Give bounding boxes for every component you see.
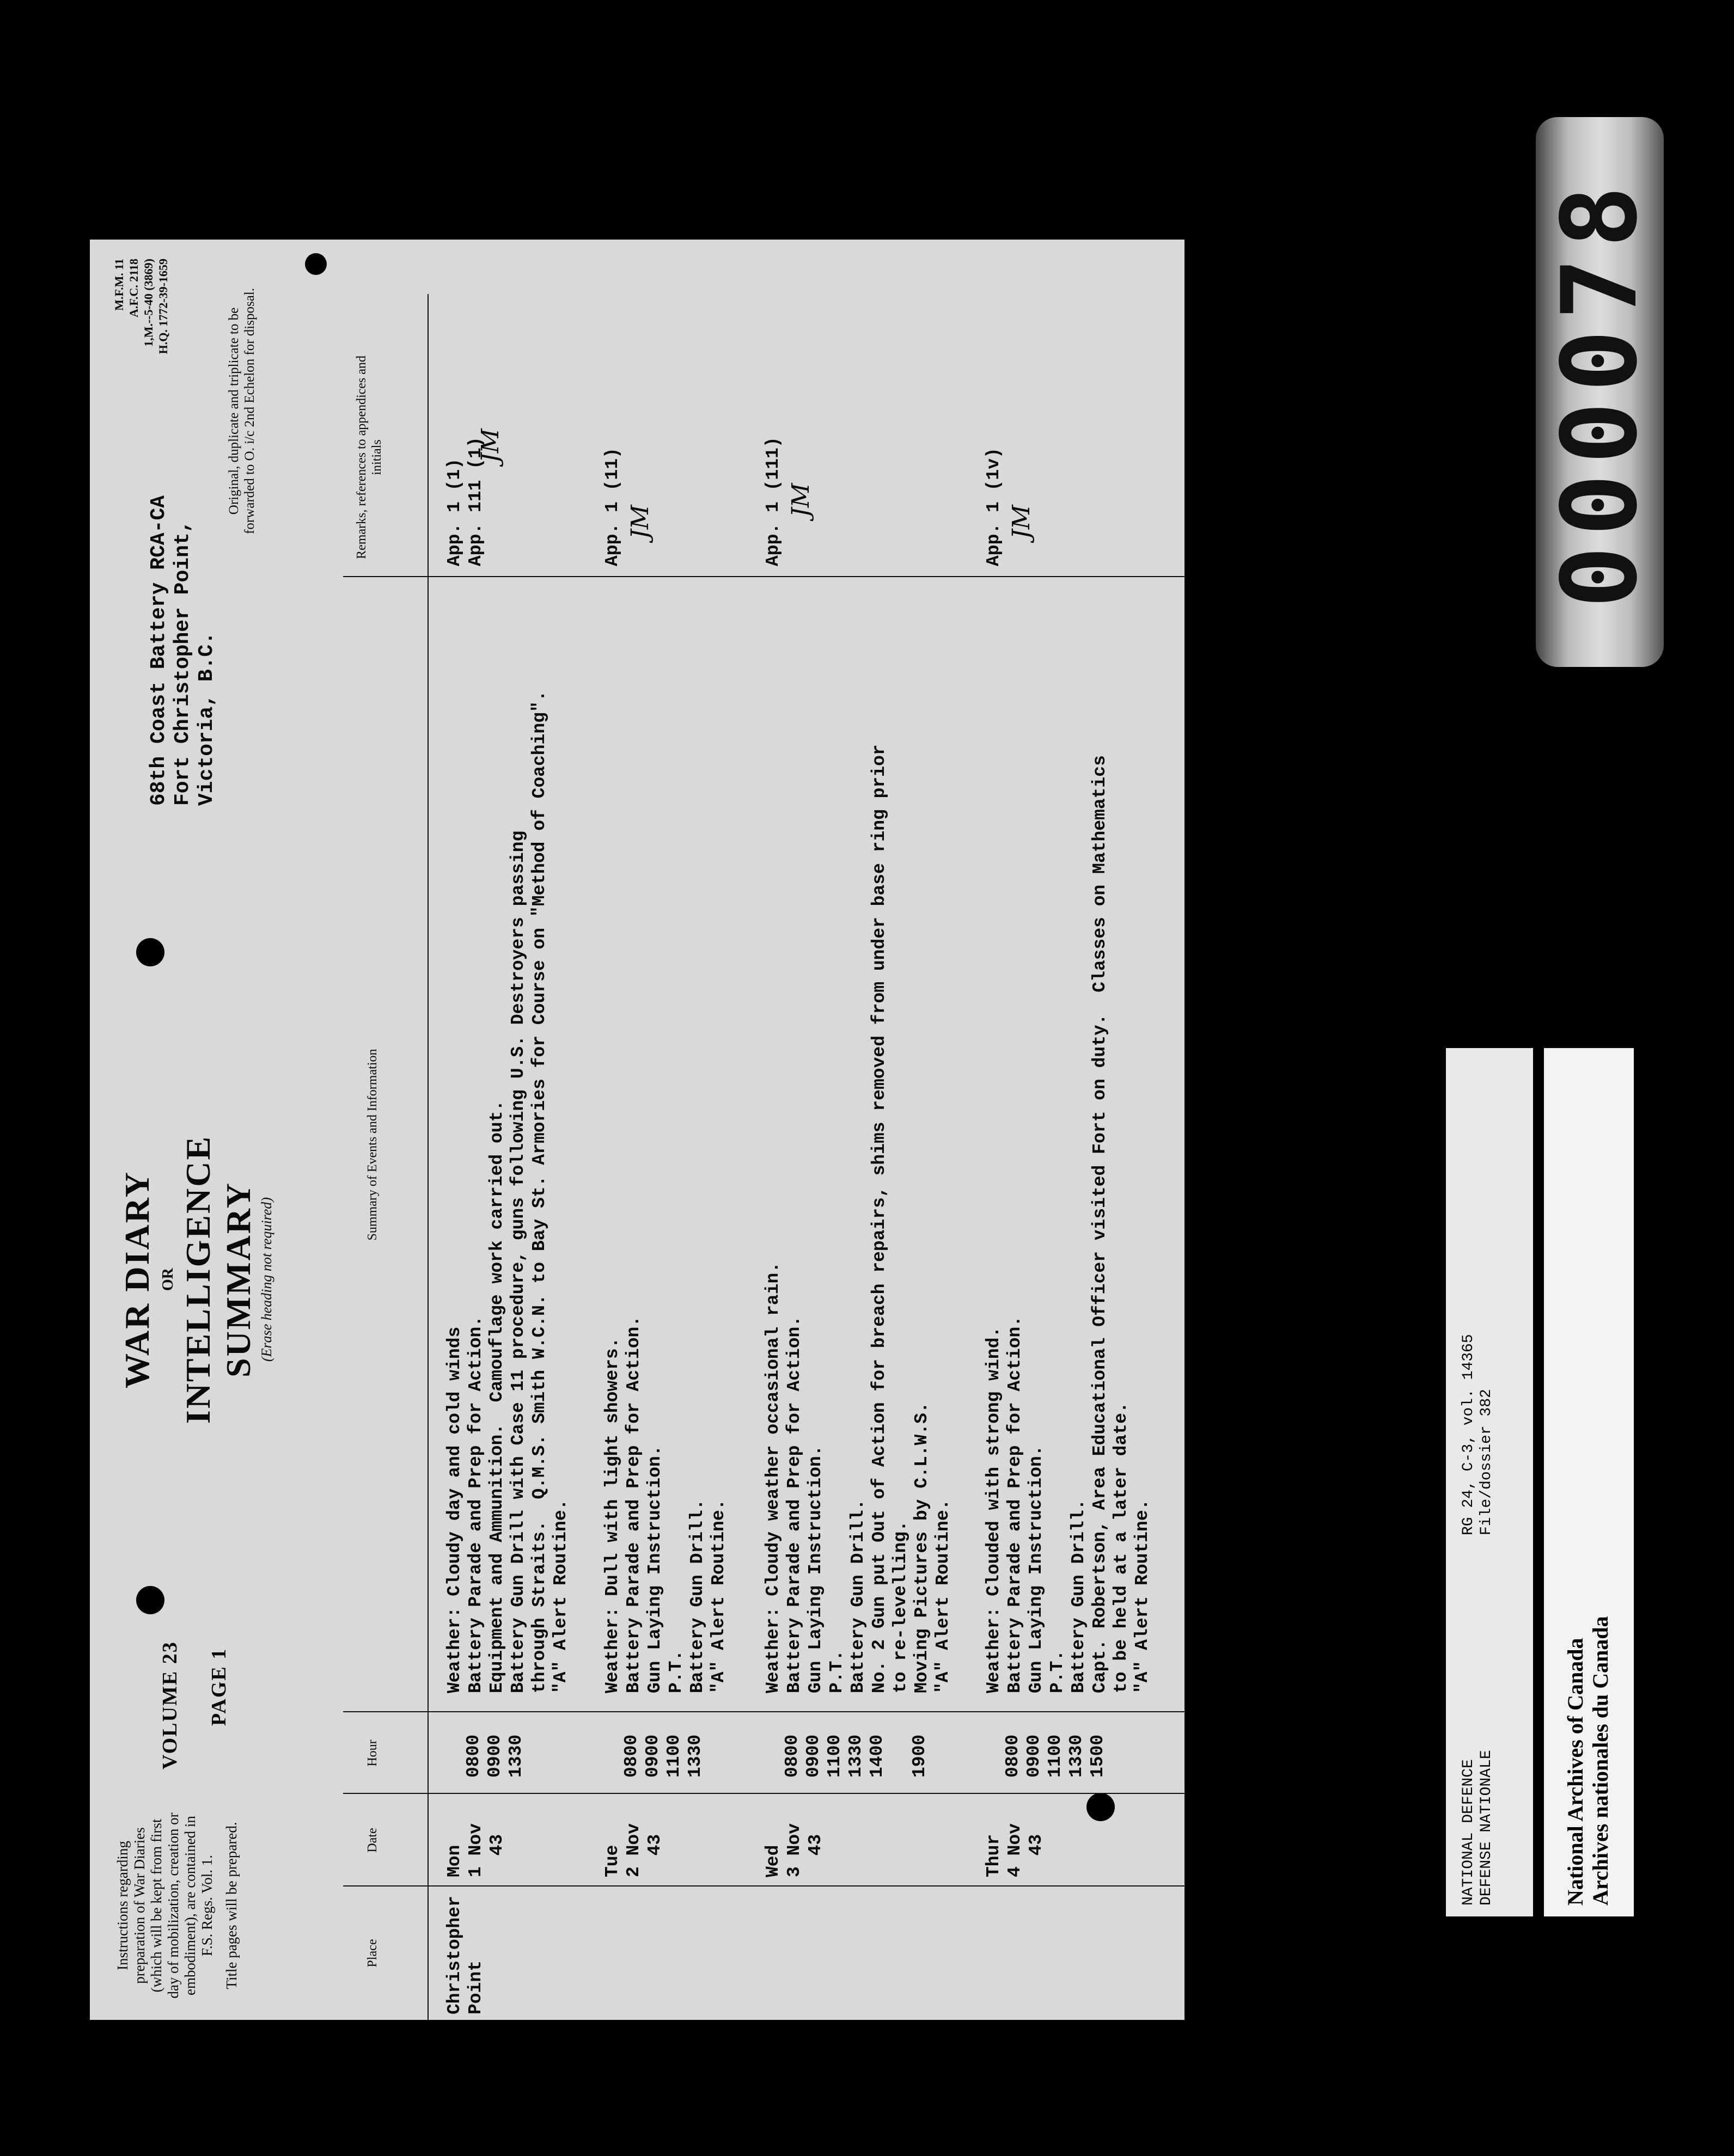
war-diary-page xyxy=(90,240,1185,2020)
national-defence-text: NATIONAL DEFENCE DEFENSE NATIONALE xyxy=(1460,1750,1495,1906)
initials: JM xyxy=(477,428,504,463)
instructions xyxy=(114,1808,248,2004)
frame-number-stamp xyxy=(1536,117,1664,667)
unit-line: Victoria, B.C. xyxy=(195,632,218,806)
archive-label-name-strip xyxy=(1544,1048,1634,1916)
column-header-date: Date xyxy=(365,1828,380,1853)
title-block xyxy=(117,1040,275,1519)
initials: JM xyxy=(626,505,654,539)
title-pages-note: Title pages will be prepared. xyxy=(223,1822,240,1989)
archive-reference: RG 24, C-3, vol. 14365 File/dossier 382 xyxy=(1460,1334,1495,1535)
page-number: PAGE 1 xyxy=(207,1647,230,1726)
form-number xyxy=(112,259,170,400)
initials: JM xyxy=(787,483,815,517)
remarks-cell: App. 1 (1v) xyxy=(984,448,1004,566)
column-divider xyxy=(343,1885,1185,1886)
war-diary-sheet xyxy=(90,240,1185,2020)
original-note: Original, duplicate and triplicate to be forwarded to O. i/c 2nd Echelon for disposal. xyxy=(227,288,257,534)
volume-number: VOLUME 23 xyxy=(158,1641,181,1769)
unit-address xyxy=(147,495,219,806)
unit-line: Fort Christopher Point, xyxy=(171,520,194,806)
instructions-text: Instructions regarding preparation of War Diaries (which will be kept from first day of mobilization, creation or embodiment), are contained in F.S. Regs. Vol. 1. xyxy=(114,1812,215,1999)
form-line: H.Q. 1772-39-1659 xyxy=(156,259,170,354)
column-divider xyxy=(343,1711,1185,1712)
form-line: A.F.C. 2118 xyxy=(127,259,141,317)
punch-hole-top xyxy=(136,1586,164,1614)
summary-cell: Weather: Cloudy weather occasional rain. Battery Parade and Prep for Action. Gun Laying Instruction. P.T. Battery Gun Drill. No. 2 Gun put Out of Action for breach repairs, shims removed from under base ring prior to re-levelling. Moving Pictures by C.L.W.S. "A" Alert Routine. xyxy=(763,744,953,1693)
initials: JM xyxy=(1008,505,1035,539)
place-cell: Christopher Point xyxy=(444,1896,486,2014)
national-archives-name: National Archives of Canada Archives nationales du Canada xyxy=(1563,1616,1613,1906)
column-header-summary: Summary of Events and Information xyxy=(365,1049,380,1241)
remarks-cell: App. 1 (111) xyxy=(763,437,783,566)
hour-cell: 0800 0900 1100 1330 1400 1900 xyxy=(782,1734,930,1778)
date-cell: Mon 1 Nov 43 xyxy=(444,1823,507,1877)
form-line: 1,M.--5-40 (3869) xyxy=(142,259,155,347)
title-war-diary: WAR DIARY xyxy=(118,1171,156,1388)
summary-cell: Weather: Clouded with strong wind. Battery Parade and Prep for Action. Gun Laying Instruction. P.T. Battery Gun Drill. Capt. Robertson, Area Educational Officer visited Fort on duty. Classes on Mathematics to be held at a later date. "A" Alert Routine. xyxy=(984,755,1152,1693)
column-header-hour: Hour xyxy=(365,1739,380,1767)
column-divider xyxy=(343,576,1185,577)
remarks-cell: App. 1 (11) xyxy=(602,448,622,566)
hour-cell: 0800 0900 1330 xyxy=(463,1734,526,1778)
archive-label-reference-strip xyxy=(1446,1048,1533,1916)
frame-number: 000078 xyxy=(1540,175,1660,609)
date-cell: Tue 2 Nov 43 xyxy=(602,1823,665,1877)
hour-cell: 0800 0900 1100 1330 1500 xyxy=(1003,1734,1108,1778)
archive-label-content xyxy=(1446,1048,1634,1916)
column-divider xyxy=(343,1793,1185,1794)
punch-hole-top-right xyxy=(136,938,164,966)
hour-cell: 0800 0900 1100 1330 xyxy=(621,1734,705,1778)
summary-cell: Weather: Cloudy day and cold winds Battery Parade and Prep for Action. Equipment and Ammunition. Camouflage work carried out. Battery Gun Drill with Case 11 procedure, guns following U.S. Destroyers passing through Straits. Q.M.S. Smith W.C.N. to Bay St. Armories for Course on "Method of Coaching". "A" Alert Routine. xyxy=(444,690,571,1693)
title-or: OR xyxy=(160,1268,176,1291)
column-header-remarks: Remarks, references to appendices and initials xyxy=(355,356,384,559)
archive-label xyxy=(1446,1048,1634,1916)
form-line: M.F.M. 11 xyxy=(112,259,126,311)
diary-table xyxy=(343,240,1185,2020)
title-note: (Erase heading not required) xyxy=(259,1197,274,1362)
date-cell: Thur 4 Nov 43 xyxy=(984,1823,1046,1877)
date-cell: Wed 3 Nov 43 xyxy=(763,1823,826,1877)
summary-cell: Weather: Dull with light showers. Battery Parade and Prep for Action. Gun Laying Instruction. P.T. Battery Gun Drill. "A" Alert Routine. xyxy=(602,1315,729,1693)
title-intelligence-summary: INTELLIGENCE SUMMARY xyxy=(179,1135,258,1424)
punch-hole-right xyxy=(305,253,327,275)
header-divider xyxy=(428,294,429,2020)
column-header-place: Place xyxy=(365,1939,380,1968)
unit-line: 68th Coast Battery RCA-CA xyxy=(147,495,170,806)
remarks-cell: App. 1 (1) App. 111 (1) xyxy=(444,437,486,566)
